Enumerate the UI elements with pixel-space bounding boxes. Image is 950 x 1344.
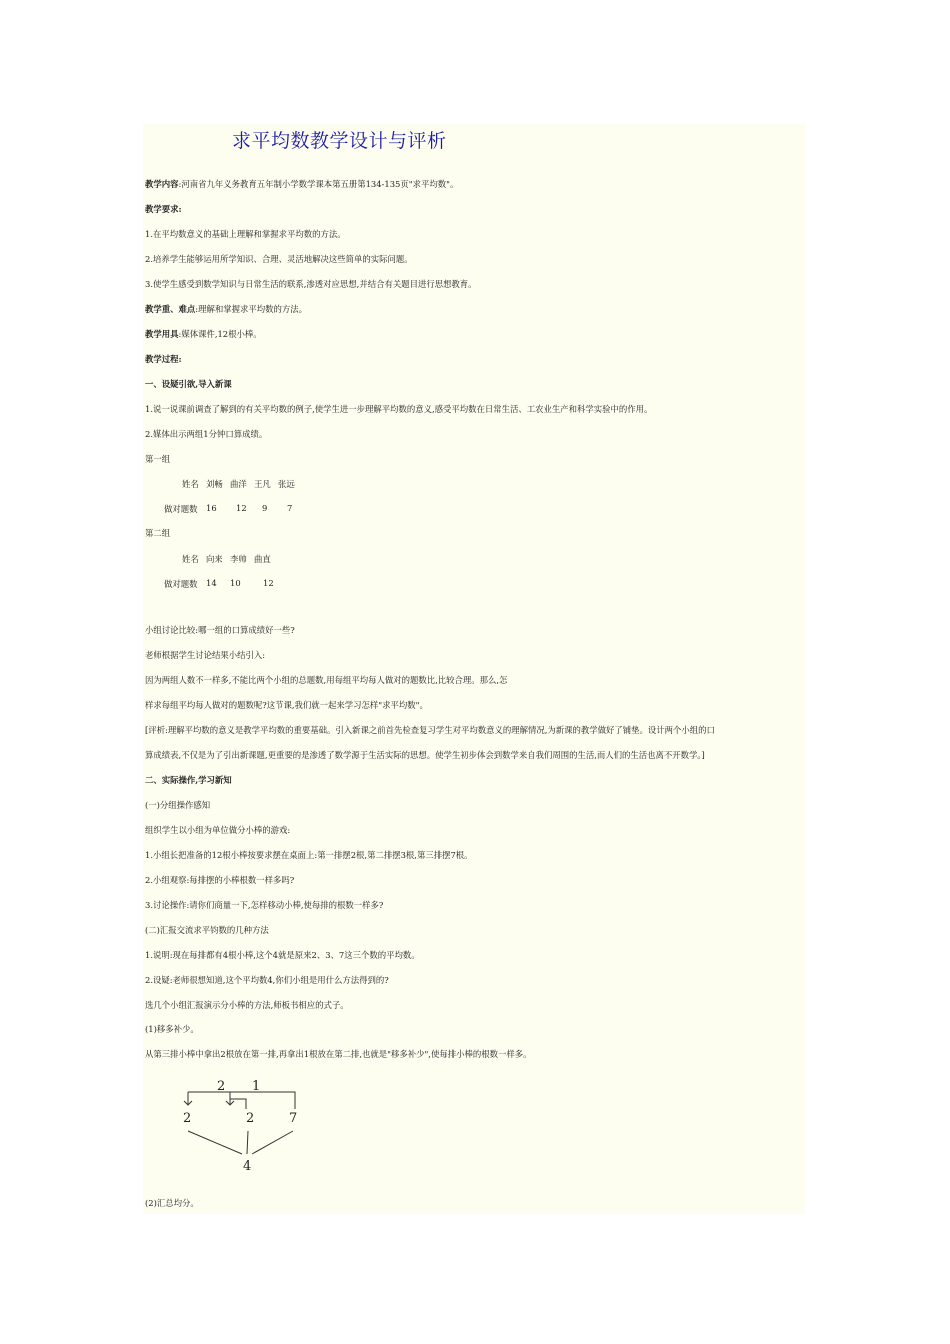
group2-label: 第二组 [145,528,171,538]
explain-3: 选几个小组汇报演示分小棒的方法,师板书相应的式子。 [145,1000,349,1010]
group1-score: 7 [287,503,293,513]
group1-score-header: 做对题数 [164,504,198,514]
process-heading-text: 教学过程: [145,354,182,364]
explain-1: 1.说明:现在每排都有4根小棒,这个4就是原来2、3、7这三个数的平均数。 [145,950,420,960]
diagram-result: 4 [243,1159,252,1174]
group1-label: 第一组 [145,454,171,464]
requirement-1: 1.在平均数意义的基础上理解和掌握求平均数的方法。 [145,229,346,239]
group2-name: 曲直 [254,554,271,564]
group2-score: 10 [230,578,241,588]
step-3: 3.讨论操作:请你们商量一下,怎样移动小棒,使每排的根数一样多? [145,900,384,910]
game-intro: 组织学生以小组为单位做分小棒的游戏: [145,825,291,835]
teaching-content-label: 教学内容 [145,179,179,189]
group1-name: 刘畅 [206,479,223,489]
diagram-value: 2 [183,1111,192,1126]
diagram-value: 7 [289,1111,298,1126]
key-points [145,304,307,315]
method-1-text: 从第三排小棒中拿出2根放在第一排,再拿出1根放在第二排,也就是"移多补少",使每排小棒的根数一样多。 [145,1049,532,1059]
method-2-heading: (2)汇总均分。 [145,1198,199,1208]
diagram-transfer-line [188,1092,295,1109]
page-title: 求平均数教学设计与评析 [232,130,447,152]
group1-score: 12 [236,503,247,513]
teaching-tools [145,329,262,340]
because-line-1: 因为两组人数不一样多,不能比两个小组的总题数,用每组平均每人做对的题数比,比较合理。那么,怎 [145,675,508,685]
section2-heading [145,775,232,786]
section2-heading-text: 二、实际操作,学习新知 [145,775,232,785]
teaching-tools-text: :媒体课件,12根小棒。 [178,329,262,339]
teaching-content [145,179,458,190]
group1-name: 王凡 [254,479,271,489]
explain-2: 2.设疑:老师很想知道,这个平均数4,你们小组是用什么方法得到的? [145,975,389,985]
comment-line-2: 算成绩表,不仅是为了引出新课题,更重要的是渗透了数学源于生活实际的思想。使学生初步体会到数学来自我们周围的生活,而人们的生活也离不开数学。] [145,750,705,760]
diagram-converge-lines [188,1131,293,1154]
diagram-move-label: 1 [252,1079,261,1094]
group2-name-header: 姓名 [182,554,199,564]
diagram-value: 2 [246,1111,255,1126]
section1-paragraph-1: 1.说一说课前调查了解到的有关平均数的例子,使学生进一步理解平均数的意义,感受平均数在日常生活、工农业生产和科学实验中的作用。 [145,404,653,414]
teaching-tools-label: 教学用具 [145,329,179,339]
group1-name: 曲洋 [230,479,247,489]
section1-heading [145,379,232,390]
group1-name: 张远 [278,479,295,489]
group2-name: 李帅 [230,554,247,564]
group2-score-header: 做对题数 [164,579,198,589]
comment-line-1: [评析:理解平均数的意义是教学平均数的重要基础。引入新课之前首先检查复习学生对平均数意义的理解情况,为新课的教学做好了铺垫。设计两个小组的口 [145,725,715,735]
teacher-summary-text: 老师根据学生讨论结果小结引入: [145,650,266,660]
group1-name-header: 姓名 [182,479,199,489]
group1-score: 16 [206,503,217,513]
subsection-2-heading: (二)汇报交流求平钧数的几种方法 [145,925,269,935]
subsection-1-heading: (一)分组操作感知 [145,800,211,810]
step-1: 1.小组长把准备的12根小棒按要求摆在桌面上:第一排摆2根,第二排摆3根,第三排摆7根。 [145,850,473,860]
group2-score: 12 [263,578,274,588]
teaching-content-text: :河南省九年义务教育五年制小学数学课本第五册第134-135页"求平均数"。 [178,179,459,189]
requirement-2: 2.培养学生能够运用所学知识、合理、灵活地解决这些简单的实际问题。 [145,254,413,264]
group2-name: 向来 [206,554,223,564]
step-2: 2.小组观察:每排摆的小棒根数一样多吗? [145,875,295,885]
diagram-second-transfer-line [230,1092,246,1109]
because-line-2: 样求每组平均每人做对的题数呢?这节课,我们就一起来学习怎样"求平均数"。 [145,700,428,710]
group2-score: 14 [206,578,217,588]
section1-heading-text: 一、设疑引欲,导入新课 [145,379,232,389]
requirements-heading-text: 教学要求: [145,204,182,214]
section1-paragraph-2: 2.媒体出示两组1分钟口算成绩。 [145,429,268,439]
key-points-text: :理解和掌握求平均数的方法。 [195,304,307,314]
discuss-text: 小组讨论比较:哪一组的口算成绩好一些? [145,625,295,635]
method-1-heading: (1)移多补少。 [145,1024,199,1034]
diagram-move-label: 2 [217,1079,226,1094]
move-more-fill-less-diagram [170,1072,320,1177]
requirements-heading [145,204,182,215]
process-heading [145,354,182,365]
requirement-3: 3.使学生感受到数学知识与日常生活的联系,渗透对应思想,并结合有关题目进行思想教育。 [145,279,477,289]
group1-score: 9 [262,503,268,513]
key-points-label: 教学重、难点 [145,304,196,314]
